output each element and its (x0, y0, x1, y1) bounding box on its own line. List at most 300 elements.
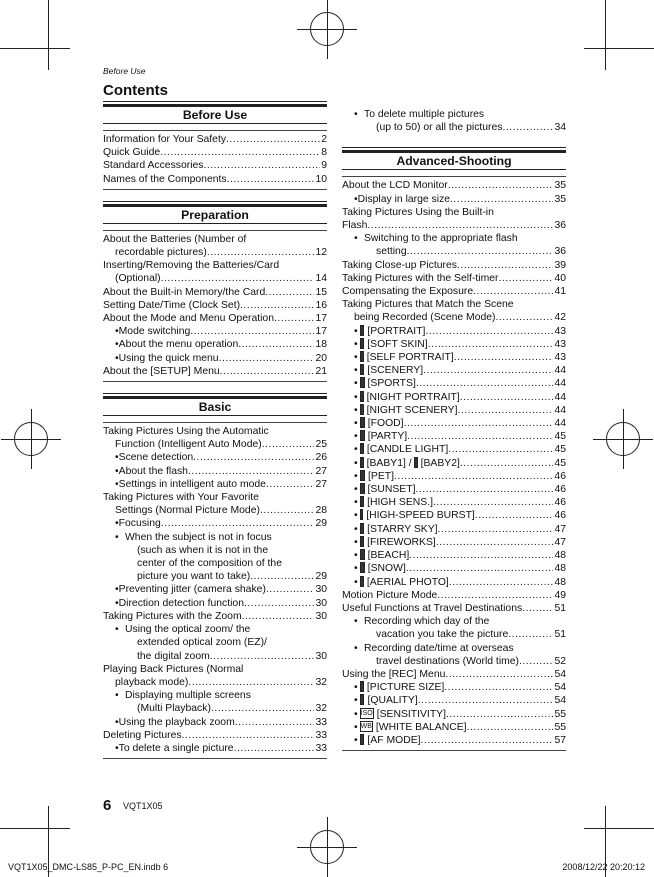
toc-page-number: 36 (554, 220, 566, 232)
leader-dots (262, 438, 315, 451)
toc-entry-text: Focusing (118, 518, 161, 530)
toc-entry-text: [AF MODE] (367, 734, 421, 746)
bullet-mark: • (115, 584, 119, 596)
bullet-mark: • (354, 734, 358, 746)
toc-entry-line (103, 299, 327, 312)
toc-entry (103, 451, 327, 464)
toc-entry-text: being Recorded (Scene Mode) (354, 312, 496, 324)
toc-entry-text: Using the [REC] Menu (342, 668, 446, 680)
toc-page-number: 15 (315, 286, 327, 298)
toc-entry-lead (115, 623, 327, 636)
toc-entry-line (103, 286, 327, 299)
toc-entry-line (354, 193, 566, 206)
bullet-mark: • (354, 431, 358, 443)
leader-dots (193, 451, 314, 464)
toc-entry-text: picture you want to take) (137, 571, 251, 583)
toc-entry-line (342, 219, 566, 232)
leader-dots (475, 509, 554, 522)
toc-entry-line (115, 650, 327, 663)
toc-entry-text: Settings (Normal Picture Mode) (115, 505, 260, 517)
quality-icon (360, 694, 365, 705)
bullet-mark: • (354, 457, 358, 469)
bullet-mark: • (354, 444, 358, 456)
toc-entry (342, 272, 566, 285)
registration-mark (310, 830, 344, 864)
document-code: VQT1X05 (123, 801, 163, 811)
pet-icon (360, 470, 365, 481)
leader-dots (211, 702, 315, 715)
toc-entry (342, 430, 566, 443)
toc-entry-line (354, 734, 566, 747)
registration-mark (14, 422, 48, 456)
toc-page-number: 28 (315, 505, 327, 517)
toc-entry-lead: Taking Pictures that Match the Scene (342, 299, 514, 311)
snow-icon (360, 562, 365, 573)
toc-page-number: 41 (554, 286, 566, 298)
portrait-icon (360, 325, 365, 336)
toc-entry-text: the digital zoom (137, 650, 210, 662)
toc-entry-line (354, 391, 566, 404)
leader-dots (234, 742, 315, 755)
toc-entry-line (354, 708, 566, 721)
toc-entry-lead: Taking Pictures with Your Favorite (103, 492, 259, 504)
toc-entry-lead-text: Recording which day of the (364, 616, 490, 628)
bullet-mark: • (354, 193, 358, 205)
toc-entry-text: [BABY1] / (366, 457, 412, 469)
toc-entry-lead: Inserting/Removing the Batteries/Card (103, 260, 280, 272)
bullet-mark: • (115, 624, 119, 636)
bullet-mark: • (115, 716, 119, 728)
bullet-mark: • (354, 109, 358, 120)
toc-entry (103, 689, 327, 715)
toc-entry-line (354, 417, 566, 430)
leader-dots (496, 311, 554, 324)
leader-dots (227, 173, 315, 186)
toc-page-number: 43 (554, 352, 566, 364)
leader-dots (457, 259, 554, 272)
toc-entry-line (115, 597, 327, 610)
bullet-mark: • (115, 742, 119, 754)
bullet-mark: • (354, 378, 358, 390)
burst-icon (360, 509, 364, 520)
toc-entry-text: [SNOW] (367, 563, 406, 575)
toc-entry (103, 623, 327, 663)
fireworks-icon (360, 536, 364, 547)
leader-dots (188, 465, 314, 478)
crop-mark (48, 0, 49, 70)
crop-mark (584, 48, 654, 49)
toc-page-number: 32 (315, 703, 327, 715)
toc-page-number: 44 (554, 378, 566, 390)
toc-entry-text: travel destinations (World time) (376, 655, 520, 667)
sunset-icon (360, 483, 365, 494)
toc-entry-text: [FIREWORKS] (367, 536, 436, 548)
section-entries (103, 130, 327, 190)
toc-entry-text: Deleting Pictures (103, 729, 182, 741)
leader-dots (235, 716, 315, 729)
crop-mark (605, 0, 606, 70)
toc-entry (103, 259, 327, 285)
toc-entry-line (354, 509, 566, 522)
toc-entry-text: [PET] (368, 470, 395, 482)
page-number: 6 (103, 797, 112, 814)
baby1-icon (360, 457, 364, 468)
crop-mark (0, 48, 70, 49)
toc-entry-text: Setting Date/Time (Clock Set) (103, 299, 241, 311)
toc-page-number: 55 (554, 721, 566, 733)
bullet-mark: • (354, 470, 358, 482)
toc-entry-line (103, 272, 327, 285)
toc-entry (103, 531, 327, 584)
leader-dots (416, 377, 554, 390)
toc-page-number: 48 (554, 576, 566, 588)
toc-page-number: 44 (554, 365, 566, 377)
toc-entry-text: [PARTY] (367, 431, 408, 443)
toc-entry-text: Compensating the Exposure (342, 286, 474, 298)
toc-entry-text: [SPORTS] (367, 378, 416, 390)
leader-dots (219, 352, 315, 365)
leader-dots (446, 708, 553, 721)
toc-entry-line (115, 352, 327, 365)
candle-light-icon (360, 443, 364, 454)
leader-dots (522, 602, 553, 615)
toc-entry-lead (115, 689, 327, 702)
toc-page-number: 2 (321, 134, 327, 145)
toc-entry (103, 159, 327, 172)
toc-entry-text: Display in large size (357, 193, 451, 205)
toc-page-number: 29 (315, 518, 327, 530)
toc-entry-line (354, 364, 566, 377)
toc-page-number: 18 (315, 339, 327, 351)
print-timestamp: 2008/12/22 20:20:12 (562, 862, 645, 872)
toc-entry (103, 478, 327, 491)
toc-entry-line (354, 496, 566, 509)
toc-entry-line (354, 325, 566, 338)
toc-entry-line (354, 483, 566, 496)
leader-dots (226, 133, 320, 146)
toc-entry-text: [WHITE BALANCE] (375, 721, 467, 733)
bullet-mark: • (354, 352, 358, 364)
leader-dots (454, 351, 554, 364)
toc-entry-text: (up to 50) or all the pictures (376, 122, 503, 134)
toc-entry-line (115, 478, 327, 491)
bullet-mark: • (354, 550, 358, 562)
registration-mark (310, 12, 344, 46)
toc-entry (103, 742, 327, 755)
toc-entry (103, 286, 327, 299)
toc-page-number: 17 (315, 326, 327, 338)
toc-right-column (342, 108, 566, 765)
toc-page-number: 35 (554, 193, 566, 205)
toc-entry-text: Function (Intelligent Auto Mode) (115, 439, 262, 451)
toc-entry-line (103, 676, 327, 689)
toc-entry (103, 465, 327, 478)
toc-entry-line (103, 312, 327, 325)
leader-dots (436, 536, 554, 549)
toc-entry (103, 729, 327, 742)
leader-dots (508, 628, 553, 641)
toc-entry-line (103, 133, 327, 146)
bullet-mark: • (354, 391, 358, 403)
toc-page-number: 45 (554, 431, 566, 443)
bullet-mark: • (354, 536, 358, 548)
toc-page-number: 48 (554, 563, 566, 575)
toc-page-number: 39 (554, 259, 566, 271)
section-entries (103, 422, 327, 759)
toc-entry-line (354, 377, 566, 390)
toc-entry (103, 338, 327, 351)
toc-entry-line (354, 536, 566, 549)
toc-entry (342, 562, 566, 575)
toc-page-number: 54 (554, 682, 566, 694)
toc-entry-line (354, 549, 566, 562)
toc-entry-lead-text: Recording date/time at overseas (364, 642, 514, 654)
toc-entry-lead-text: Using the optical zoom/ the (125, 624, 251, 636)
toc-entry-line (103, 365, 327, 378)
toc-entry-lead (354, 108, 566, 121)
toc-entry (103, 716, 327, 729)
toc-entry-text: Using the quick menu (118, 352, 219, 364)
toc-entry (103, 583, 327, 596)
toc-entry (342, 615, 566, 641)
toc-page-number: 47 (554, 536, 566, 548)
bullet-mark: • (354, 233, 358, 245)
toc-entry-line (354, 523, 566, 536)
leader-dots (182, 729, 315, 742)
toc-entry-text: About the Built-in Memory/the Card (103, 286, 266, 298)
toc-page-number: 35 (554, 180, 566, 192)
leader-dots (438, 523, 554, 536)
toc-page-number: 30 (315, 650, 327, 662)
toc-entry-text: Scene detection (118, 452, 194, 464)
toc-entry-text: [SOFT SKIN] (367, 338, 428, 350)
toc-entry-text: [NIGHT SCENERY] (366, 404, 458, 416)
toc-page-number: 33 (315, 742, 327, 754)
toc-entry-text: Useful Functions at Travel Destinations (342, 602, 523, 614)
toc-entry (342, 708, 566, 721)
toc-entry (342, 377, 566, 390)
toc-entry (103, 325, 327, 338)
bullet-mark: • (115, 465, 119, 477)
toc-entry (103, 365, 327, 378)
bullet-mark: • (354, 484, 358, 496)
toc-entry-text: Mode switching (118, 326, 191, 338)
bullet-mark: • (354, 708, 358, 720)
bullet-mark: • (115, 339, 119, 351)
toc-page-number: 52 (554, 655, 566, 667)
toc-page-number: 33 (315, 729, 327, 741)
af-mode-icon (360, 734, 365, 745)
toc-entry-line (354, 721, 566, 734)
leader-dots (519, 655, 553, 668)
toc-page-number: 14 (315, 273, 327, 285)
leader-dots (204, 159, 321, 172)
toc-entry (342, 232, 566, 258)
toc-entry (342, 734, 566, 747)
toc-entry (342, 443, 566, 456)
bullet-mark: • (115, 326, 119, 338)
leader-dots (407, 245, 554, 258)
toc-page-number: 32 (315, 676, 327, 688)
toc-page-number: 54 (554, 695, 566, 707)
bullet-mark: • (354, 695, 358, 707)
aerial-photo-icon (360, 576, 364, 587)
sports-icon (360, 377, 365, 388)
toc-entry-lead (354, 642, 566, 655)
toc-entry (342, 536, 566, 549)
toc-entry-lead: Taking Pictures Using the Built-in (342, 206, 494, 218)
leader-dots (450, 193, 553, 206)
toc-entry-text: To delete a single picture (118, 742, 234, 754)
toc-entry-line (354, 404, 566, 417)
bullet-mark: • (354, 418, 358, 430)
toc-entry-text: [PORTRAIT] (367, 325, 426, 337)
toc-entry (342, 391, 566, 404)
toc-entry-lead-text: To delete multiple pictures (364, 109, 485, 120)
leader-dots (220, 365, 315, 378)
leader-dots (394, 470, 553, 483)
toc-entry (103, 352, 327, 365)
toc-entry (342, 721, 566, 734)
toc-entry-lead-text: Switching to the appropriate flash (364, 233, 518, 245)
toc-entry-text: About the Mode and Menu Operation (103, 313, 274, 325)
toc-page-number: 42 (554, 312, 566, 324)
leader-dots (160, 146, 320, 159)
toc-entry-line (354, 628, 566, 641)
toc-entry-text: Preventing jitter (camera shake) (118, 584, 266, 596)
toc-entry-text: [AERIAL PHOTO] (366, 576, 449, 588)
toc-entry (342, 483, 566, 496)
toc-page-number: 29 (315, 571, 327, 583)
toc-entry-line (115, 451, 327, 464)
toc-entry (342, 108, 566, 134)
bullet-mark: • (354, 616, 358, 628)
toc-page-number: 30 (315, 584, 327, 596)
leader-dots (428, 338, 554, 351)
bullet-mark: • (354, 721, 358, 733)
starry-sky-icon (360, 523, 364, 534)
bullet-mark: • (115, 597, 119, 609)
toc-entry-text: Taking Pictures with the Zoom (103, 610, 242, 622)
page-title: Contents (103, 82, 168, 99)
toc-entry-lead (115, 531, 327, 544)
toc-entry-text: About the flash (118, 465, 188, 477)
file-info: VQT1X05_DMC-LS85_P-PC_EN.indb 6 (8, 862, 169, 872)
toc-entry-lead (354, 232, 566, 245)
toc-entry-text: [BEACH] (367, 550, 410, 562)
leader-dots (238, 338, 314, 351)
toc-page-number: 54 (554, 668, 566, 680)
toc-entry-line (103, 438, 327, 451)
toc-entry-text: Quick Guide (103, 147, 161, 159)
toc-entry (342, 338, 566, 351)
leader-dots (207, 246, 315, 259)
sensitivity-icon: ISO (360, 709, 373, 717)
toc-entry-line (342, 668, 566, 681)
toc-entry-line (354, 430, 566, 443)
toc-entry-text: (Optional) (115, 273, 161, 285)
toc-page-number: 26 (315, 452, 327, 464)
bullet-mark: • (354, 563, 358, 575)
toc-entry-text: Standard Accessories (103, 160, 204, 172)
toc-page-number: 46 (554, 470, 566, 482)
bullet-mark: • (115, 531, 119, 543)
toc-left-column (103, 104, 327, 773)
toc-page-number: 40 (554, 272, 566, 284)
section-heading: Preparation (103, 204, 327, 224)
bullet-mark: • (354, 497, 358, 509)
toc-entry (342, 298, 566, 324)
toc-entry-text: [QUALITY] (367, 695, 418, 707)
toc-page-number: 17 (315, 313, 327, 325)
toc-entry (342, 589, 566, 602)
toc-entry-text: [NIGHT PORTRAIT] (366, 391, 460, 403)
toc-page-number: 16 (315, 299, 327, 311)
picture-size-icon (360, 681, 364, 692)
toc-entry-line (103, 246, 327, 259)
leader-dots (467, 721, 554, 734)
toc-entry-text: [PICTURE SIZE] (366, 682, 445, 694)
section-heading: Basic (103, 396, 327, 416)
toc-entry-text: Taking Pictures with the Self-timer (342, 272, 499, 284)
toc-entry-line (115, 570, 327, 583)
section-heading: Advanced-Shooting (342, 150, 566, 170)
toc-entry-line (342, 311, 566, 324)
toc-entry-lead-text: When the subject is not in focus (125, 531, 272, 543)
leader-dots (274, 312, 314, 325)
bullet-mark: • (354, 682, 358, 694)
section-entries (342, 176, 566, 751)
toc-entry-lead (354, 615, 566, 628)
soft-skin-icon (360, 338, 365, 349)
toc-entry (342, 457, 566, 470)
toc-entry (342, 206, 566, 232)
leader-dots (188, 676, 314, 689)
toc-entry-text: [SUNSET] (367, 484, 416, 496)
toc-entry-line (354, 121, 566, 134)
leader-dots (499, 272, 554, 285)
bullet-mark: • (354, 510, 358, 522)
food-icon (360, 417, 365, 428)
toc-page-number: 33 (315, 716, 327, 728)
toc-entry (103, 299, 327, 312)
toc-entry-text: About the [SETUP] Menu (103, 365, 220, 377)
toc-entry (342, 179, 566, 192)
leader-dots (502, 121, 553, 134)
toc-page-number: 25 (315, 439, 327, 451)
toc-page-number: 10 (315, 173, 327, 185)
toc-page-number: 43 (554, 338, 566, 350)
toc-entry (342, 496, 566, 509)
toc-page-number: 48 (554, 550, 566, 562)
toc-entry-line (354, 681, 566, 694)
bullet-mark: • (115, 690, 119, 702)
leader-dots (444, 681, 553, 694)
leader-dots (266, 583, 315, 596)
toc-page-number: 44 (554, 391, 566, 403)
toc-entry (103, 425, 327, 451)
leader-dots (421, 734, 554, 747)
leader-dots (161, 517, 315, 530)
toc-entry-lead: Playing Back Pictures (Normal (103, 663, 244, 675)
leader-dots (240, 299, 314, 312)
toc-page-number: 49 (554, 589, 566, 601)
bullet-mark: • (354, 642, 358, 654)
toc-page-number: 45 (554, 457, 566, 469)
toc-entry-line (115, 702, 327, 715)
leader-dots (190, 325, 314, 338)
toc-entry-line (103, 146, 327, 159)
